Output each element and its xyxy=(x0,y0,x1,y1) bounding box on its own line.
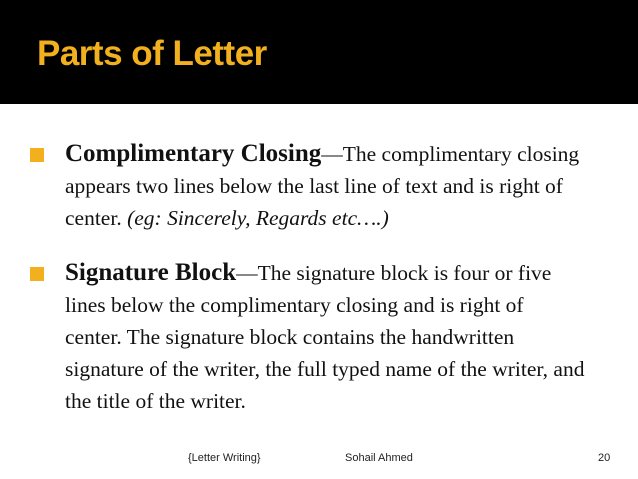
page-number: 20 xyxy=(598,452,611,464)
bullet-heading: Signature Block xyxy=(65,259,237,286)
dash-separator: — xyxy=(321,142,343,166)
footer-author: Sohail Ahmed xyxy=(345,452,413,464)
bullet-example: (eg: Sincerely, Regards etc….) xyxy=(127,206,389,230)
footer-topic: {Letter Writing} xyxy=(188,452,261,464)
bullet-body: The signature block is four or five lines below the complimentary closing and is right of center. The signature block contains the handwritten signature of the writer, the full typed name of the writer, and the title of the writer. xyxy=(65,261,585,413)
bullet-text xyxy=(65,257,585,417)
bullet-text xyxy=(65,138,585,234)
bullet-body: The complimentary closing appears two lines below the last line of text and is right of center. xyxy=(65,142,580,230)
square-bullet-icon xyxy=(30,148,44,162)
title-bar xyxy=(0,0,638,104)
slide-title: Parts of Letter xyxy=(37,34,267,73)
dash-separator: — xyxy=(236,261,258,285)
bullet-heading: Complimentary Closing xyxy=(65,140,322,167)
square-bullet-icon xyxy=(30,267,44,281)
